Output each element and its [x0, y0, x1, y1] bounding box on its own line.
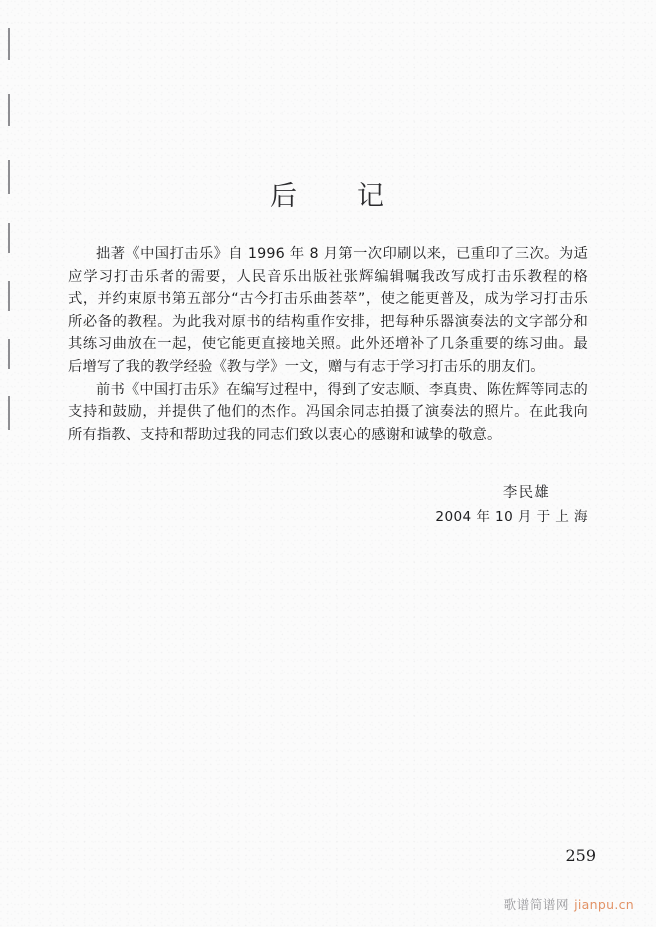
signature-block	[68, 482, 616, 528]
margin-mark	[8, 339, 10, 369]
signature-date: 2004 年 10 月 于 上 海	[435, 509, 588, 525]
body-paragraph: 拙著《中国打击乐》自 1996 年 8 月第一次印刷以来，已重印了三次。为适应学习打击乐者的需要，人民音乐出版社张辉编辑嘱我改写成打击乐教程的格式，并约束原书第五部分“古今打击乐曲荟萃”，使之能更普及，成为学习打击乐所必备的教程。为此我对原书的结构重作安排，把每种乐器演奏法的文字部分和其练习曲放在一起，使它能更直接地关照。此外还增补了几条重要的练习曲。最后增写了我的教学经验《教与学》一文，赠与有志于学习打击乐的朋友们。	[68, 246, 588, 375]
margin-mark	[8, 396, 10, 430]
margin-mark	[8, 223, 10, 253]
footer-watermark	[504, 895, 634, 913]
document-body	[68, 243, 588, 446]
margin-mark	[8, 281, 10, 311]
watermark-url: jianpu.cn	[574, 897, 634, 912]
watermark-site-name: 歌谱简谱网	[503, 897, 570, 912]
body-paragraph: 前书《中国打击乐》在编写过程中，得到了安志顺、李真贵、陈佐辉等同志的支持和鼓励，并提供了他们的杰作。冯国余同志拍摄了演奏法的照片。在此我向所有指教、支持和帮助过我的同志们致以衷心的感谢和诚挚的敬意。	[68, 381, 588, 443]
page-title: 后 记	[270, 181, 386, 212]
author-signature: 李民雄	[502, 485, 550, 501]
margin-mark	[8, 28, 10, 60]
margin-mark	[8, 94, 10, 126]
margin-scan-marks	[0, 0, 40, 927]
page-number: 259	[565, 846, 596, 865]
